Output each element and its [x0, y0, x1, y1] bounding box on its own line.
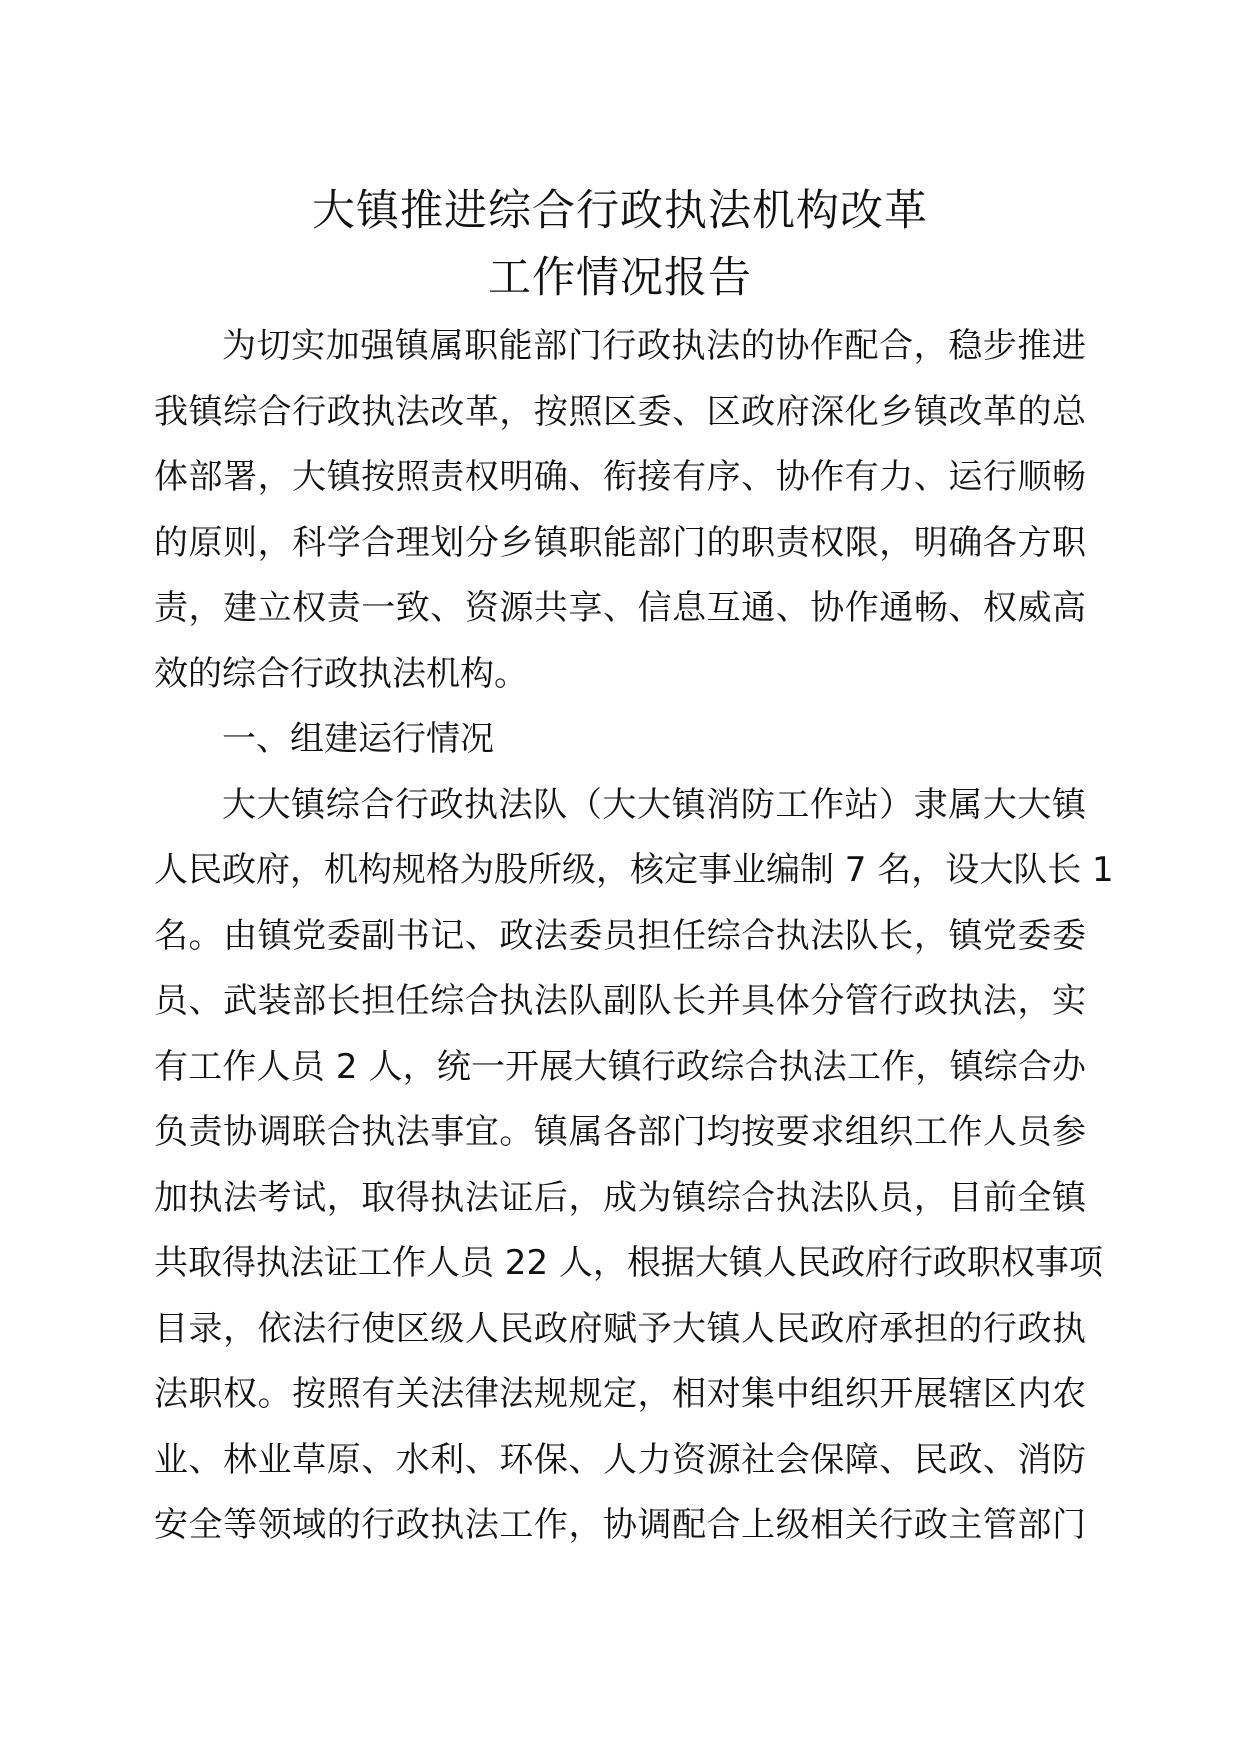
document-body	[154, 314, 1114, 1559]
paragraph-2-line-11: 业、林业草原、水利、环保、人力资源社会保障、民政、消防	[154, 1439, 1086, 1480]
paragraph-2-line-9: 目录，依法行使区级人民政府赋予大镇人民政府承担的行政执	[154, 1308, 1086, 1349]
paragraph-2-line-1: 大大镇综合行政执法队（大大镇消防工作站）隶属大大镇	[222, 784, 1086, 825]
document-title-line-2: 工作情况报告	[488, 253, 752, 303]
section-heading-1: 一、组建运行情况	[222, 719, 494, 759]
paragraph-2-line-5: 有工作人员 2 人，统一开展大镇行政综合执法工作，镇综合办	[154, 1046, 1086, 1087]
paragraph-2-line-7: 加执法考试，取得执法证后，成为镇综合执法队员，目前全镇	[154, 1177, 1086, 1218]
document-title-line-1: 大镇推进综合行政执法机构改革	[312, 186, 928, 236]
paragraph-2-line-8: 共取得执法证工作人员 22 人，根据大镇人民政府行政职权事项	[154, 1243, 1103, 1283]
paragraph-1-line-4: 的原则，科学合理划分乡镇职能部门的职责权限，明确各方职	[154, 522, 1086, 563]
paragraph-2-line-3: 名。由镇党委副书记、政法委员担任综合执法队长，镇党委委	[154, 915, 1086, 956]
paragraph-2-line-2: 人民政府，机构规格为股所级，核定事业编制 7 名，设大队长 1	[154, 850, 1114, 890]
paragraph-2-line-6: 负责协调联合执法事宜。镇属各部门均按要求组织工作人员参	[154, 1112, 1086, 1152]
paragraph-1-line-3: 体部署，大镇按照责权明确、衔接有序、协作有力、运行顺畅	[154, 457, 1086, 497]
paragraph-1-line-5: 责，建立权责一致、资源共享、信息互通、协作通畅、权威高	[154, 588, 1086, 628]
paragraph-2-line-12: 安全等领域的行政执法工作，协调配合上级相关行政主管部门	[154, 1505, 1086, 1545]
paragraph-2-line-4: 员、武装部长担任综合执法队副队长并具体分管行政执法，实	[154, 981, 1086, 1021]
paragraph-1-line-1: 为切实加强镇属职能部门行政执法的协作配合，稳步推进	[222, 326, 1086, 366]
paragraph-2-line-10: 法职权。按照有关法律法规规定，相对集中组织开展辖区内农	[154, 1374, 1086, 1414]
paragraph-1-line-2: 我镇综合行政执法改革，按照区委、区政府深化乡镇改革的总	[154, 391, 1086, 432]
paragraph-1-line-6: 效的综合行政执法机构。	[154, 653, 528, 694]
